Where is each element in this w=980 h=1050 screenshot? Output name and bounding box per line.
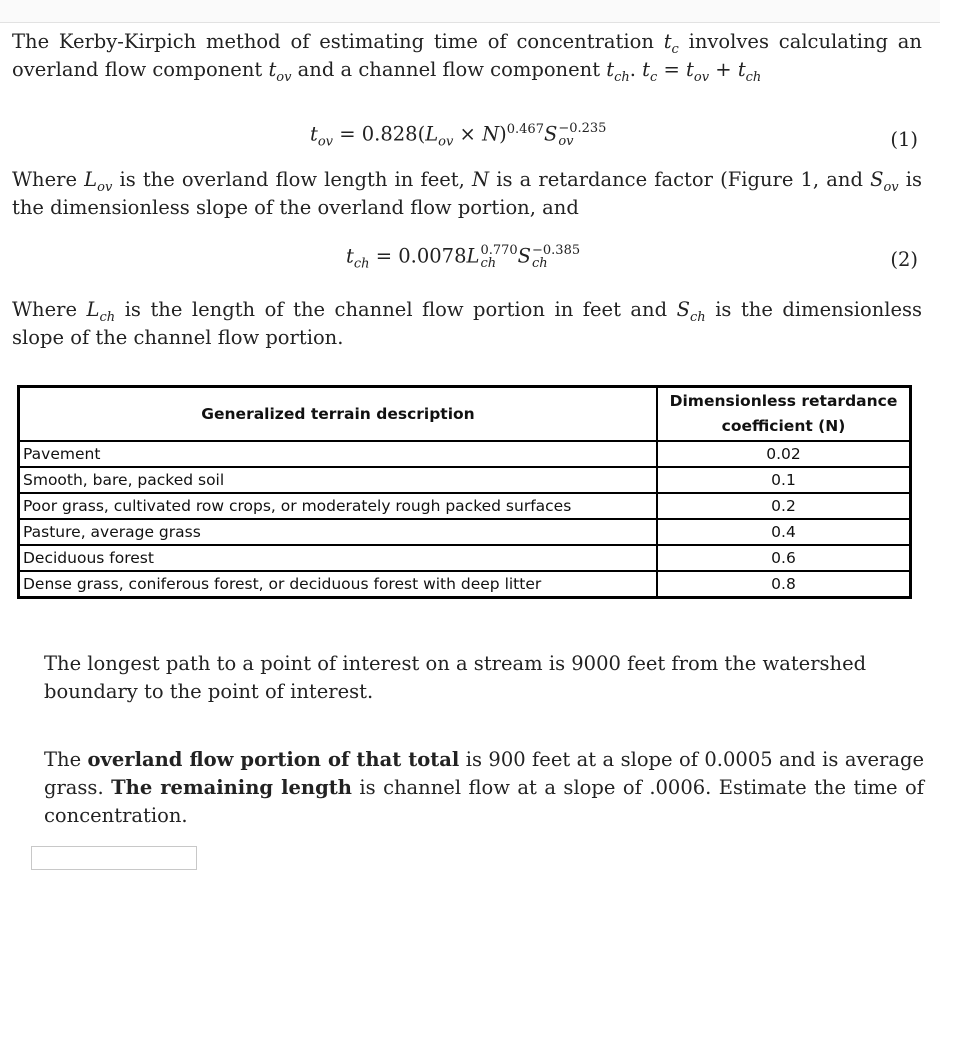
row-description: Smooth, bare, packed soil [19, 467, 658, 493]
where-paragraph-1: Where $L_{ov}$ is the overland flow length in feet, N is a retardance factor (Figure 1, and $S_{ov}$ is the dimensionless slope of the overland flow portion, and [12, 168, 923, 219]
where-paragraph-2: Where $L_{ch}$ is the length of the channel flow portion in feet and $S_{ch}$ is the dimensionless slope of the channel flow portion. [12, 298, 923, 349]
problem-longest-path: The longest path to a point of interest on a stream is 9000 feet from the watershed boundary to the point of interest. [44, 652, 867, 703]
retardance-table [17, 385, 912, 599]
equation-1-number: (1) [890, 128, 918, 151]
intro-paragraph: The Kerby-Kirpich method of estimating time of concentration $t_c$ involves calculating an overland flow component $t_{ov}$ and a channel flow component $t_{ch}$. $t_c = t_{ov} + t_{ch}$ [12, 30, 922, 85]
row-description: Poor grass, cultivated row crops, or moderately rough packed surfaces [19, 493, 658, 519]
row-coefficient: 0.2 [657, 493, 911, 519]
row-coefficient: 0.8 [657, 571, 911, 598]
table-row [19, 571, 911, 598]
equation-2: $t_{ch} = 0.0078L$ 0.770 ch S −0.385 ch [346, 243, 581, 272]
row-coefficient: 0.02 [657, 441, 911, 467]
table-row [19, 545, 911, 571]
table-row [19, 441, 911, 467]
table-row [19, 467, 911, 493]
equation-1: $t_{ov} = 0.828(L_{ov} \times N)^{0.467}S$ −0.235 ov [310, 121, 607, 150]
row-description: Dense grass, coniferous forest, or deciduous forest with deep litter [19, 571, 658, 598]
row-coefficient: 0.6 [657, 545, 911, 571]
top-bar [0, 0, 940, 23]
equation-2-number: (2) [890, 248, 918, 271]
row-description: Deciduous forest [19, 545, 658, 571]
row-description: Pasture, average grass [19, 519, 658, 545]
header-coefficient: Dimensionless retardance coefficient (N) [657, 387, 911, 442]
row-coefficient: 0.1 [657, 467, 911, 493]
table-row [19, 493, 911, 519]
problem-statement: The overland flow portion of that total is 900 feet at a slope of 0.0005 and is average grass. The remaining length is channel flow at a slope of .0006. Estimate the time of concentration. [44, 748, 924, 827]
answer-input[interactable] [31, 846, 197, 870]
row-description: Pavement [19, 441, 658, 467]
table-header-row [19, 387, 911, 442]
header-description: Generalized terrain description [19, 387, 658, 442]
table-row [19, 519, 911, 545]
row-coefficient: 0.4 [657, 519, 911, 545]
